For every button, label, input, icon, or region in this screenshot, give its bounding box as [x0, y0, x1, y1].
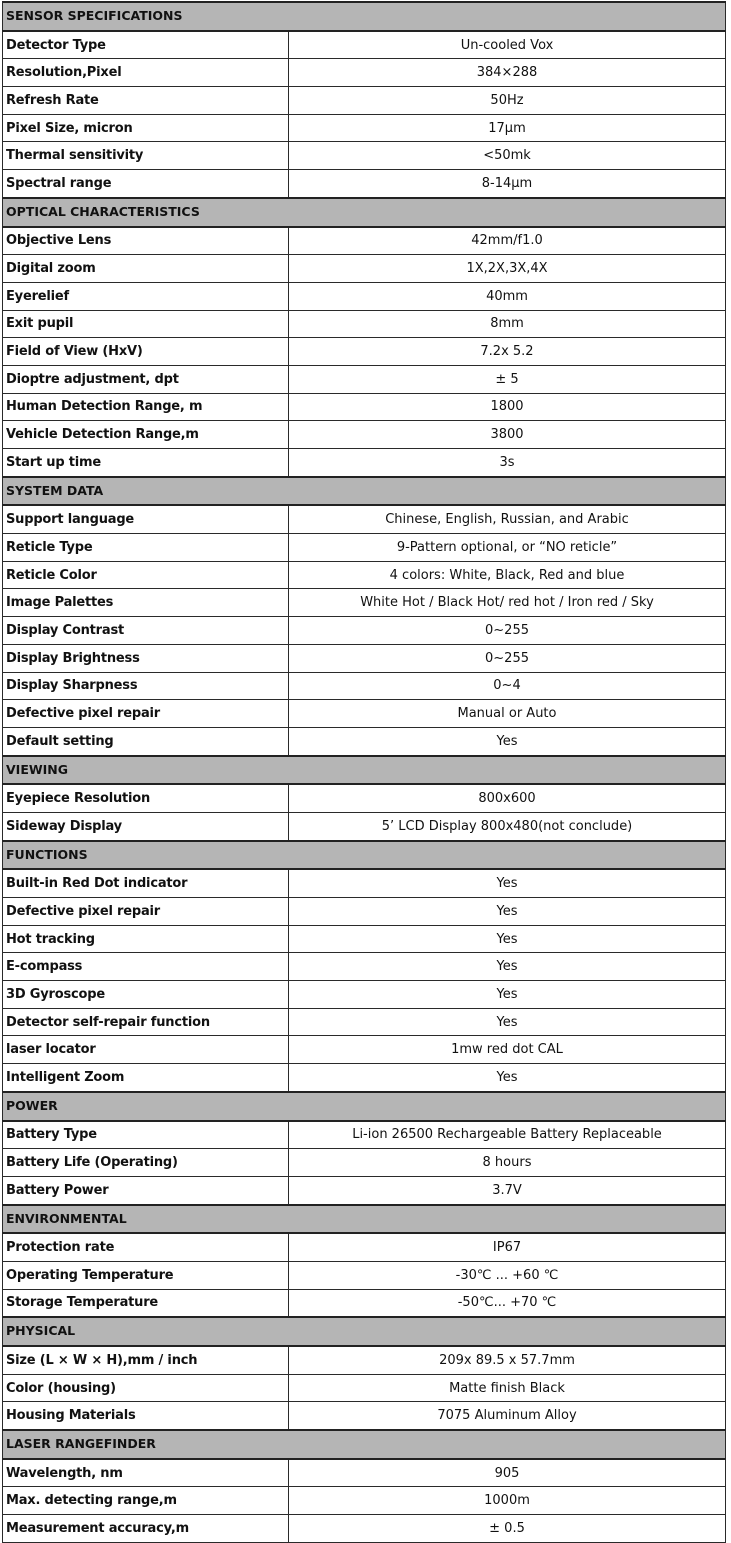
spec-value: Yes: [289, 1008, 726, 1036]
spec-label: Max. detecting range,m: [3, 1487, 289, 1515]
section-title: SENSOR SPECIFICATIONS: [3, 2, 726, 31]
spec-label: Color (housing): [3, 1374, 289, 1402]
table-row: [3, 1402, 726, 1430]
table-row: [3, 1487, 726, 1515]
spec-label: Defective pixel repair: [3, 700, 289, 728]
table-row: [3, 142, 726, 170]
table-row: [3, 1515, 726, 1543]
table-row: [3, 953, 726, 981]
spec-label: Vehicle Detection Range,m: [3, 421, 289, 449]
section-title: POWER: [3, 1092, 726, 1121]
table-row: [3, 1149, 726, 1177]
spec-label: Resolution,Pixel: [3, 59, 289, 87]
table-row: [3, 784, 726, 812]
table-row: [3, 1459, 726, 1487]
spec-label: Defective pixel repair: [3, 898, 289, 926]
spec-value: 905: [289, 1459, 726, 1487]
table-row: [3, 505, 726, 533]
spec-value: 50Hz: [289, 87, 726, 115]
spec-value: White Hot / Black Hot/ red hot / Iron red / Sky: [289, 589, 726, 617]
spec-value: -50℃... +70 ℃: [289, 1289, 726, 1317]
section-title: FUNCTIONS: [3, 841, 726, 870]
table-row: [3, 421, 726, 449]
spec-value: Yes: [289, 898, 726, 926]
spec-value: 42mm/f1.0: [289, 227, 726, 255]
spec-label: Wavelength, nm: [3, 1459, 289, 1487]
spec-value: Yes: [289, 981, 726, 1009]
table-row: [3, 1176, 726, 1204]
spec-value: 3s: [289, 449, 726, 477]
spec-label: Pixel Size, micron: [3, 114, 289, 142]
table-row: [3, 1289, 726, 1317]
spec-value: <50mk: [289, 142, 726, 170]
spec-value: 0~255: [289, 644, 726, 672]
spec-value: 7.2x 5.2: [289, 338, 726, 366]
spec-label: Display Contrast: [3, 617, 289, 645]
table-row: [3, 1374, 726, 1402]
spec-label: Housing Materials: [3, 1402, 289, 1430]
table-row: [3, 227, 726, 255]
spec-value: 0~4: [289, 672, 726, 700]
table-row: [3, 1261, 726, 1289]
spec-value: Yes: [289, 953, 726, 981]
spec-value: 7075 Aluminum Alloy: [289, 1402, 726, 1430]
spec-label: Reticle Color: [3, 561, 289, 589]
spec-value: 3800: [289, 421, 726, 449]
table-row: [3, 534, 726, 562]
spec-label: Support language: [3, 505, 289, 533]
table-row: [3, 310, 726, 338]
spec-label: Display Brightness: [3, 644, 289, 672]
section-header: [3, 198, 726, 227]
section-header: [3, 477, 726, 506]
spec-label: Eyepiece Resolution: [3, 784, 289, 812]
table-row: [3, 338, 726, 366]
table-row: [3, 672, 726, 700]
spec-value: 1X,2X,3X,4X: [289, 255, 726, 283]
spec-value: 3.7V: [289, 1176, 726, 1204]
table-row: [3, 170, 726, 198]
spec-value: 800x600: [289, 784, 726, 812]
section-title: SYSTEM DATA: [3, 477, 726, 506]
spec-value: 1800: [289, 393, 726, 421]
table-row: [3, 925, 726, 953]
spec-table: [2, 1, 726, 1543]
spec-value: 9-Pattern optional, or “NO reticle”: [289, 534, 726, 562]
table-row: [3, 1064, 726, 1092]
section-header: [3, 1317, 726, 1346]
spec-value: Chinese, English, Russian, and Arabic: [289, 505, 726, 533]
spec-value: 4 colors: White, Black, Red and blue: [289, 561, 726, 589]
spec-label: Size (L × W × H),mm / inch: [3, 1346, 289, 1374]
spec-value: Yes: [289, 869, 726, 897]
spec-value: IP67: [289, 1233, 726, 1261]
spec-label: E-compass: [3, 953, 289, 981]
section-title: LASER RANGEFINDER: [3, 1430, 726, 1459]
spec-label: Measurement accuracy,m: [3, 1515, 289, 1543]
spec-label: Operating Temperature: [3, 1261, 289, 1289]
section-title: PHYSICAL: [3, 1317, 726, 1346]
spec-label: Field of View (HxV): [3, 338, 289, 366]
table-row: [3, 812, 726, 840]
spec-label: Thermal sensitivity: [3, 142, 289, 170]
spec-value: Matte finish Black: [289, 1374, 726, 1402]
spec-label: Protection rate: [3, 1233, 289, 1261]
spec-value: 0~255: [289, 617, 726, 645]
table-row: [3, 561, 726, 589]
spec-label: Human Detection Range, m: [3, 393, 289, 421]
spec-label: Battery Type: [3, 1121, 289, 1149]
section-header: [3, 1205, 726, 1234]
spec-value: Yes: [289, 1064, 726, 1092]
spec-value: -30℃ ... +60 ℃: [289, 1261, 726, 1289]
table-row: [3, 898, 726, 926]
spec-label: Storage Temperature: [3, 1289, 289, 1317]
spec-label: Spectral range: [3, 170, 289, 198]
table-row: [3, 1346, 726, 1374]
table-row: [3, 981, 726, 1009]
section-title: VIEWING: [3, 756, 726, 785]
spec-label: 3D Gyroscope: [3, 981, 289, 1009]
spec-value: Manual or Auto: [289, 700, 726, 728]
spec-label: Default setting: [3, 727, 289, 755]
table-row: [3, 700, 726, 728]
spec-value: ± 0.5: [289, 1515, 726, 1543]
section-header: [3, 841, 726, 870]
table-row: [3, 31, 726, 59]
section-header: [3, 2, 726, 31]
table-row: [3, 644, 726, 672]
spec-label: Image Palettes: [3, 589, 289, 617]
table-row: [3, 727, 726, 755]
spec-label: Display Sharpness: [3, 672, 289, 700]
table-row: [3, 393, 726, 421]
section-header: [3, 1430, 726, 1459]
spec-value: 8 hours: [289, 1149, 726, 1177]
table-row: [3, 589, 726, 617]
spec-value: 8-14μm: [289, 170, 726, 198]
spec-label: Detector Type: [3, 31, 289, 59]
spec-value: 384×288: [289, 59, 726, 87]
table-row: [3, 1036, 726, 1064]
table-row: [3, 59, 726, 87]
spec-label: Digital zoom: [3, 255, 289, 283]
spec-label: Objective Lens: [3, 227, 289, 255]
table-row: [3, 255, 726, 283]
spec-label: Reticle Type: [3, 534, 289, 562]
spec-label: Dioptre adjustment, dpt: [3, 365, 289, 393]
spec-value: Li-ion 26500 Rechargeable Battery Replaceable: [289, 1121, 726, 1149]
spec-label: Sideway Display: [3, 812, 289, 840]
spec-value: 17μm: [289, 114, 726, 142]
spec-label: Start up time: [3, 449, 289, 477]
spec-value: Yes: [289, 727, 726, 755]
table-row: [3, 449, 726, 477]
spec-label: Hot tracking: [3, 925, 289, 953]
table-row: [3, 365, 726, 393]
table-row: [3, 869, 726, 897]
spec-label: Eyerelief: [3, 282, 289, 310]
spec-value: 8mm: [289, 310, 726, 338]
spec-value: 5’ LCD Display 800x480(not conclude): [289, 812, 726, 840]
table-row: [3, 1121, 726, 1149]
spec-label: Exit pupil: [3, 310, 289, 338]
spec-label: Intelligent Zoom: [3, 1064, 289, 1092]
table-row: [3, 282, 726, 310]
spec-label: Built-in Red Dot indicator: [3, 869, 289, 897]
spec-label: Battery Power: [3, 1176, 289, 1204]
section-header: [3, 756, 726, 785]
spec-value: Yes: [289, 925, 726, 953]
spec-value: 1000m: [289, 1487, 726, 1515]
spec-value: 209x 89.5 x 57.7mm: [289, 1346, 726, 1374]
section-title: ENVIRONMENTAL: [3, 1205, 726, 1234]
table-row: [3, 1233, 726, 1261]
spec-value: 1mw red dot CAL: [289, 1036, 726, 1064]
spec-value: Un-cooled Vox: [289, 31, 726, 59]
section-header: [3, 1092, 726, 1121]
table-row: [3, 617, 726, 645]
table-row: [3, 87, 726, 115]
section-title: OPTICAL CHARACTERISTICS: [3, 198, 726, 227]
spec-label: Detector self-repair function: [3, 1008, 289, 1036]
spec-value: ± 5: [289, 365, 726, 393]
table-row: [3, 114, 726, 142]
spec-label: laser locator: [3, 1036, 289, 1064]
spec-label: Refresh Rate: [3, 87, 289, 115]
spec-value: 40mm: [289, 282, 726, 310]
table-row: [3, 1008, 726, 1036]
spec-label: Battery Life (Operating): [3, 1149, 289, 1177]
